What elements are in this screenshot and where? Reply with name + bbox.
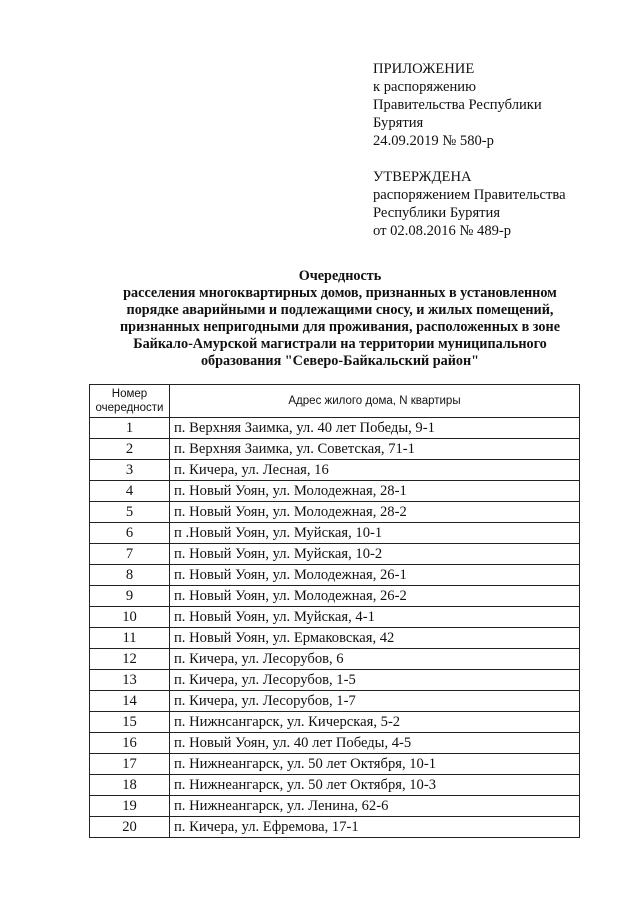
- appendix-label: ПРИЛОЖЕНИЕ: [373, 61, 475, 77]
- queue-number: 10: [90, 607, 170, 628]
- table-row: [90, 796, 580, 817]
- queue-number: 17: [90, 754, 170, 775]
- appendix-date-number: 24.09.2019 № 580-р: [373, 133, 494, 149]
- table-body: [90, 418, 580, 838]
- table-row: [90, 754, 580, 775]
- table-row: [90, 649, 580, 670]
- queue-number: 13: [90, 670, 170, 691]
- house-address: п. Кичера, ул. Лесорубов, 6: [170, 649, 580, 670]
- queue-number: 20: [90, 817, 170, 838]
- approved-label: УТВЕРЖДЕНА: [373, 169, 472, 185]
- appendix-line: Правительства Республики: [373, 97, 542, 113]
- queue-number: 9: [90, 586, 170, 607]
- house-address: п. Кичера, ул. Ефремова, 17-1: [170, 817, 580, 838]
- title-line: расселения многоквартирных домов, признанных в установленном: [123, 285, 557, 301]
- house-address: п .Новый Уоян, ул. Муйская, 10-1: [170, 523, 580, 544]
- house-address: п. Кичера, ул. Лесорубов, 1-5: [170, 670, 580, 691]
- queue-number: 11: [90, 628, 170, 649]
- table-row: [90, 607, 580, 628]
- title-line: признанных непригодными для проживания, расположенных в зоне: [120, 319, 560, 335]
- table-row: [90, 460, 580, 481]
- queue-number: 8: [90, 565, 170, 586]
- house-address: п. Верхняя Заимка, ул. 40 лет Победы, 9-1: [170, 418, 580, 439]
- house-address: п. Новый Уоян, ул. Молодежная, 26-2: [170, 586, 580, 607]
- appendix-line: к распоряжению: [373, 79, 476, 95]
- header-number-line: очередности: [95, 402, 164, 414]
- title-line: порядке аварийными и подлежащими сносу, и жилых помещений,: [126, 302, 554, 318]
- house-address: п. Нижнеангарск, ул. 50 лет Октября, 10-1: [170, 754, 580, 775]
- house-address: п. Верхняя Заимка, ул. Советская, 71-1: [170, 439, 580, 460]
- table-row: [90, 586, 580, 607]
- document-title: [80, 268, 600, 370]
- house-address: п. Новый Уоян, ул. Муйская, 4-1: [170, 607, 580, 628]
- approved-line: Республики Бурятия: [373, 205, 501, 221]
- table-row: [90, 712, 580, 733]
- house-address: п. Нижнеангарск, ул. Ленина, 62-6: [170, 796, 580, 817]
- approved-line: распоряжением Правительства: [373, 187, 566, 203]
- queue-number: 14: [90, 691, 170, 712]
- house-address: п. Кичера, ул. Лесорубов, 1-7: [170, 691, 580, 712]
- table-row: [90, 691, 580, 712]
- house-address: п. Нижнеангарск, ул. 50 лет Октября, 10-3: [170, 775, 580, 796]
- table-header-row: [90, 385, 580, 418]
- house-address: п. Новый Уоян, ул. 40 лет Победы, 4-5: [170, 733, 580, 754]
- queue-number: 15: [90, 712, 170, 733]
- table-row: [90, 775, 580, 796]
- table-row: [90, 439, 580, 460]
- house-address: п. Новый Уоян, ул. Молодежная, 28-2: [170, 502, 580, 523]
- table-row: [90, 733, 580, 754]
- title-heading: Очередность: [298, 268, 382, 284]
- table-row: [90, 628, 580, 649]
- queue-number: 18: [90, 775, 170, 796]
- queue-number: 12: [90, 649, 170, 670]
- table-row: [90, 481, 580, 502]
- resettlement-queue-table: [89, 384, 580, 838]
- house-address: п. Кичера, ул. Лесная, 16: [170, 460, 580, 481]
- table-row: [90, 502, 580, 523]
- queue-number: 2: [90, 439, 170, 460]
- house-address: п. Новый Уоян, ул. Муйская, 10-2: [170, 544, 580, 565]
- appendix-line: Бурятия: [373, 115, 424, 131]
- table-row: [90, 565, 580, 586]
- queue-number: 6: [90, 523, 170, 544]
- table-row: [90, 544, 580, 565]
- table-row: [90, 523, 580, 544]
- queue-number: 16: [90, 733, 170, 754]
- house-address: п. Новый Уоян, ул. Молодежная, 28-1: [170, 481, 580, 502]
- title-line: Байкало-Амурской магистрали на территории муниципального: [133, 336, 547, 352]
- header-number-line: Номер: [111, 388, 148, 400]
- table-row: [90, 418, 580, 439]
- appendix-block: [373, 60, 566, 240]
- approved-date-number: от 02.08.2016 № 489-р: [373, 223, 512, 239]
- queue-number: 7: [90, 544, 170, 565]
- house-address: п. Нижнсангарск, ул. Кичерская, 5-2: [170, 712, 580, 733]
- table-row: [90, 670, 580, 691]
- spacer: [373, 150, 566, 168]
- queue-number: 19: [90, 796, 170, 817]
- header-number: [90, 385, 170, 418]
- queue-number: 1: [90, 418, 170, 439]
- queue-number: 3: [90, 460, 170, 481]
- queue-number: 4: [90, 481, 170, 502]
- house-address: п. Новый Уоян, ул. Ермаковская, 42: [170, 628, 580, 649]
- queue-number: 5: [90, 502, 170, 523]
- header-address: Адрес жилого дома, N квартиры: [170, 385, 580, 418]
- title-line: образования "Северо-Байкальский район": [200, 353, 480, 369]
- house-address: п. Новый Уоян, ул. Молодежная, 26-1: [170, 565, 580, 586]
- table-row: [90, 817, 580, 838]
